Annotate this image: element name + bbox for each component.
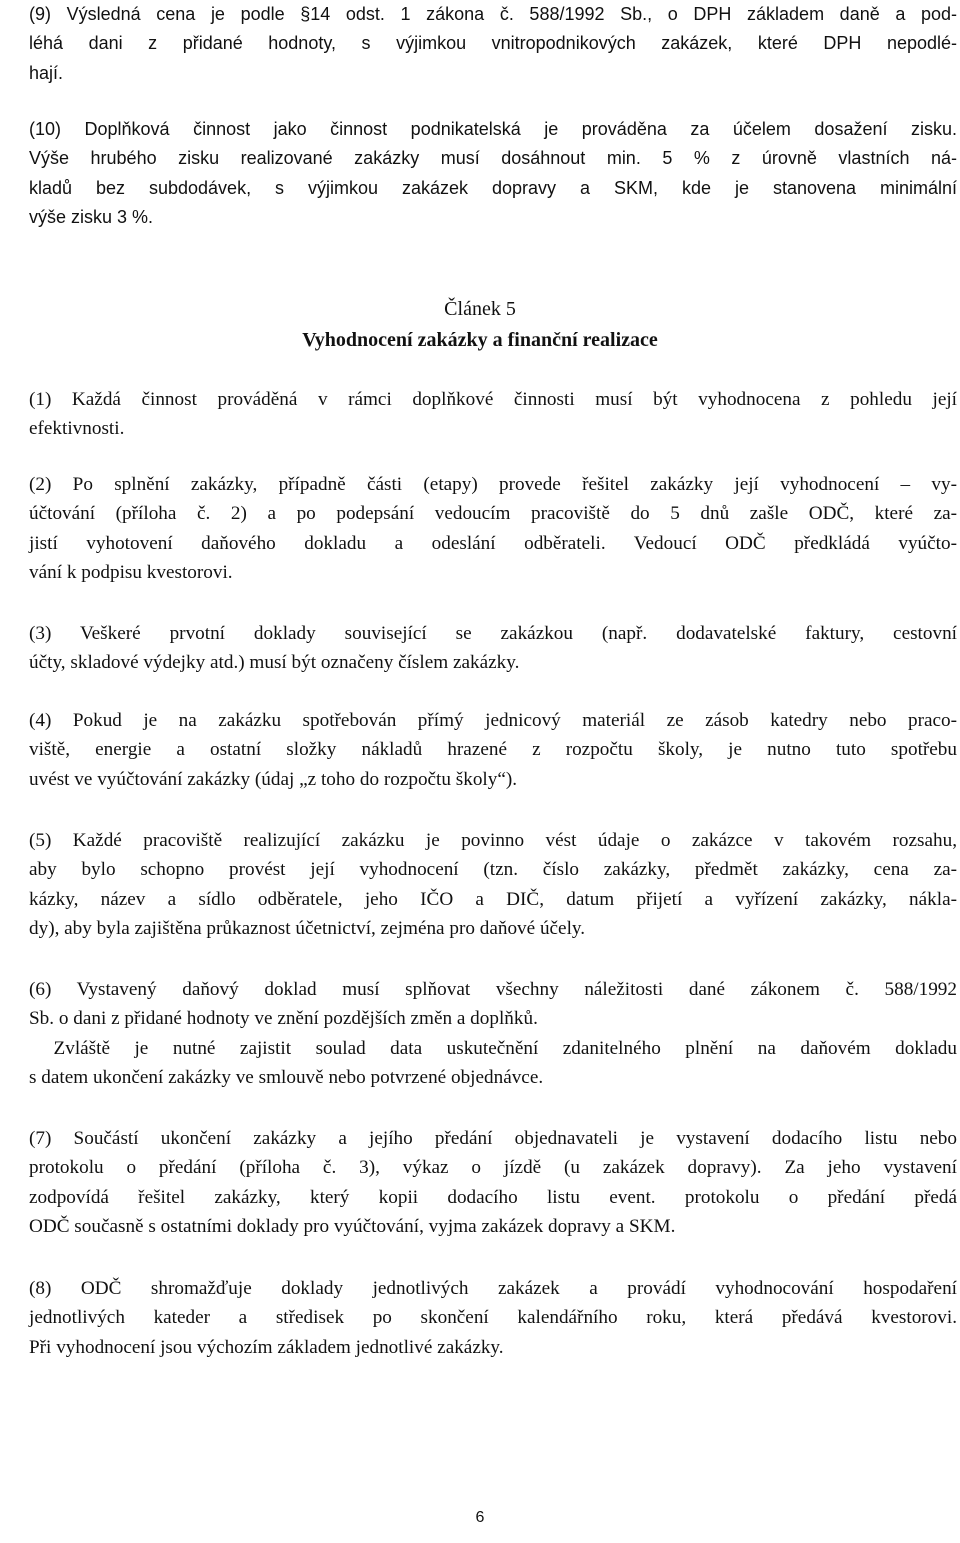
paragraph-line: Sb. o dani z přidané hodnoty ve znění pozdějších změn a doplňků. (29, 1008, 538, 1030)
paragraph-line: viště, energie a ostatní složky nákladů hrazené z rozpočtu školy, je nutno tuto spotřebu (29, 739, 957, 761)
paragraph-line: léhá dani z přidané hodnoty, s výjimkou vnitropodnikových zakázek, které DPH nepodlé- (29, 33, 957, 54)
paragraph-line: (10) Doplňková činnost jako činnost podnikatelská je prováděna za účelem dosažení zisku. (29, 119, 957, 139)
page-number: 6 (475, 1509, 485, 1526)
article-paragraph-2 (29, 470, 957, 587)
paragraph-line: efektivnosti. (29, 418, 125, 440)
article-paragraph-7 (29, 1124, 957, 1241)
paragraph-line: protokolu o předání (příloha č. 3), výkaz o jízdě (u zakázek dopravy). Za jeho vystavení (29, 1157, 957, 1179)
paragraph-line: aby bylo schopno provést její vyhodnocení (tzn. číslo zakázky, předmět zakázky, cena za- (29, 859, 957, 881)
article-paragraph-3 (29, 619, 957, 678)
article-paragraph-6 (29, 975, 957, 1092)
paragraph-line: dy), aby byla zajištěna průkaznost účetnictví, zejména pro daňové účely. (29, 917, 586, 939)
paragraph-line: uvést ve vyúčtování zakázky (údaj „z toho do rozpočtu školy“). (29, 768, 518, 790)
paragraph-9 (29, 0, 957, 88)
paragraph-line: Zvláště je nutné zajistit soulad data uskutečnění zdanitelného plnění na daňovém dokladu (29, 1037, 957, 1059)
article-number: Článek 5 (444, 298, 516, 320)
paragraph-line: (1) Každá činnost prováděná v rámci doplňkové činnosti musí být vyhodnocena z pohledu její (29, 389, 957, 410)
paragraph-line: (2) Po splnění zakázky, případně části (etapy) provede řešitel zakázky její vyhodnocení – vy- (29, 474, 957, 495)
paragraph-line: (6) Vystavený daňový doklad musí splňovat všechny náležitosti dané zákonem č. 588/1992 (29, 979, 957, 1000)
paragraph-line: vání k podpisu kvestorovi. (29, 561, 233, 583)
paragraph-line: (4) Pokud je na zakázku spotřebován přímý jednicový materiál ze zásob katedry nebo praco- (29, 710, 957, 731)
paragraph-10 (29, 115, 957, 232)
paragraph-line: kladů bez subdodávek, s výjimkou zakázek dopravy a SKM, kde je stanovena minimální (29, 177, 957, 198)
paragraph-line: (5) Každé pracoviště realizující zakázku je povinno vést údaje o zakázce v takovém rozsahu, (29, 830, 957, 851)
paragraph-line: kázky, název a sídlo odběratele, jeho IČO a DIČ, datum přijetí a vyřízení zakázky, nákla- (29, 888, 957, 910)
paragraph-line: (8) ODČ shromažďuje doklady jednotlivých zakázek a provádí vyhodnocování hospodaření (29, 1278, 957, 1299)
paragraph-line: Výše hrubého zisku realizované zakázky musí dosáhnout min. 5 % z úrovně vlastních ná- (29, 148, 957, 169)
article-paragraph-1 (29, 385, 957, 444)
paragraph-line: výše zisku 3 %. (29, 206, 154, 227)
paragraph-line: jednotlivých kateder a středisek po skončení kalendářního roku, která předává kvestorovi. (29, 1307, 957, 1329)
article-title: Vyhodnocení zakázky a finanční realizace (302, 329, 658, 351)
paragraph-line: účty, skladové výdejky atd.) musí být označeny číslem zakázky. (29, 652, 520, 674)
paragraph-line: s datem ukončení zakázky ve smlouvě nebo potvrzené objednávce. (29, 1066, 544, 1088)
paragraph-line: (7) Součástí ukončení zakázky a jejího předání objednavateli je vystavení dodacího listu nebo (29, 1128, 957, 1149)
paragraph-line: (3) Veškeré prvotní doklady související se zakázkou (např. dodavatelské faktury, cestovní (29, 623, 957, 644)
paragraph-line: ODČ současně s ostatními doklady pro vyúčtování, vyjma zakázek dopravy a SKM. (29, 1215, 676, 1237)
paragraph-line: (9) Výsledná cena je podle §14 odst. 1 zákona č. 588/1992 Sb., o DPH základem daně a pod- (29, 4, 957, 24)
article-paragraph-5 (29, 826, 957, 943)
paragraph-line: jistí vyhotovení daňového dokladu a odeslání odběrateli. Vedoucí ODČ předkládá vyúčto- (29, 532, 957, 554)
article-paragraph-4 (29, 706, 957, 794)
article-paragraph-8 (29, 1274, 957, 1362)
paragraph-line: hají. (29, 62, 64, 83)
paragraph-line: Při vyhodnocení jsou výchozím základem jednotlivé zakázky. (29, 1336, 504, 1358)
paragraph-line: zodpovídá řešitel zakázky, který kopii dodacího listu event. protokolu o předání předá (29, 1186, 957, 1208)
paragraph-line: účtování (příloha č. 2) a po podepsání vedoucím pracoviště do 5 dnů zašle ODČ, které za- (29, 503, 957, 525)
